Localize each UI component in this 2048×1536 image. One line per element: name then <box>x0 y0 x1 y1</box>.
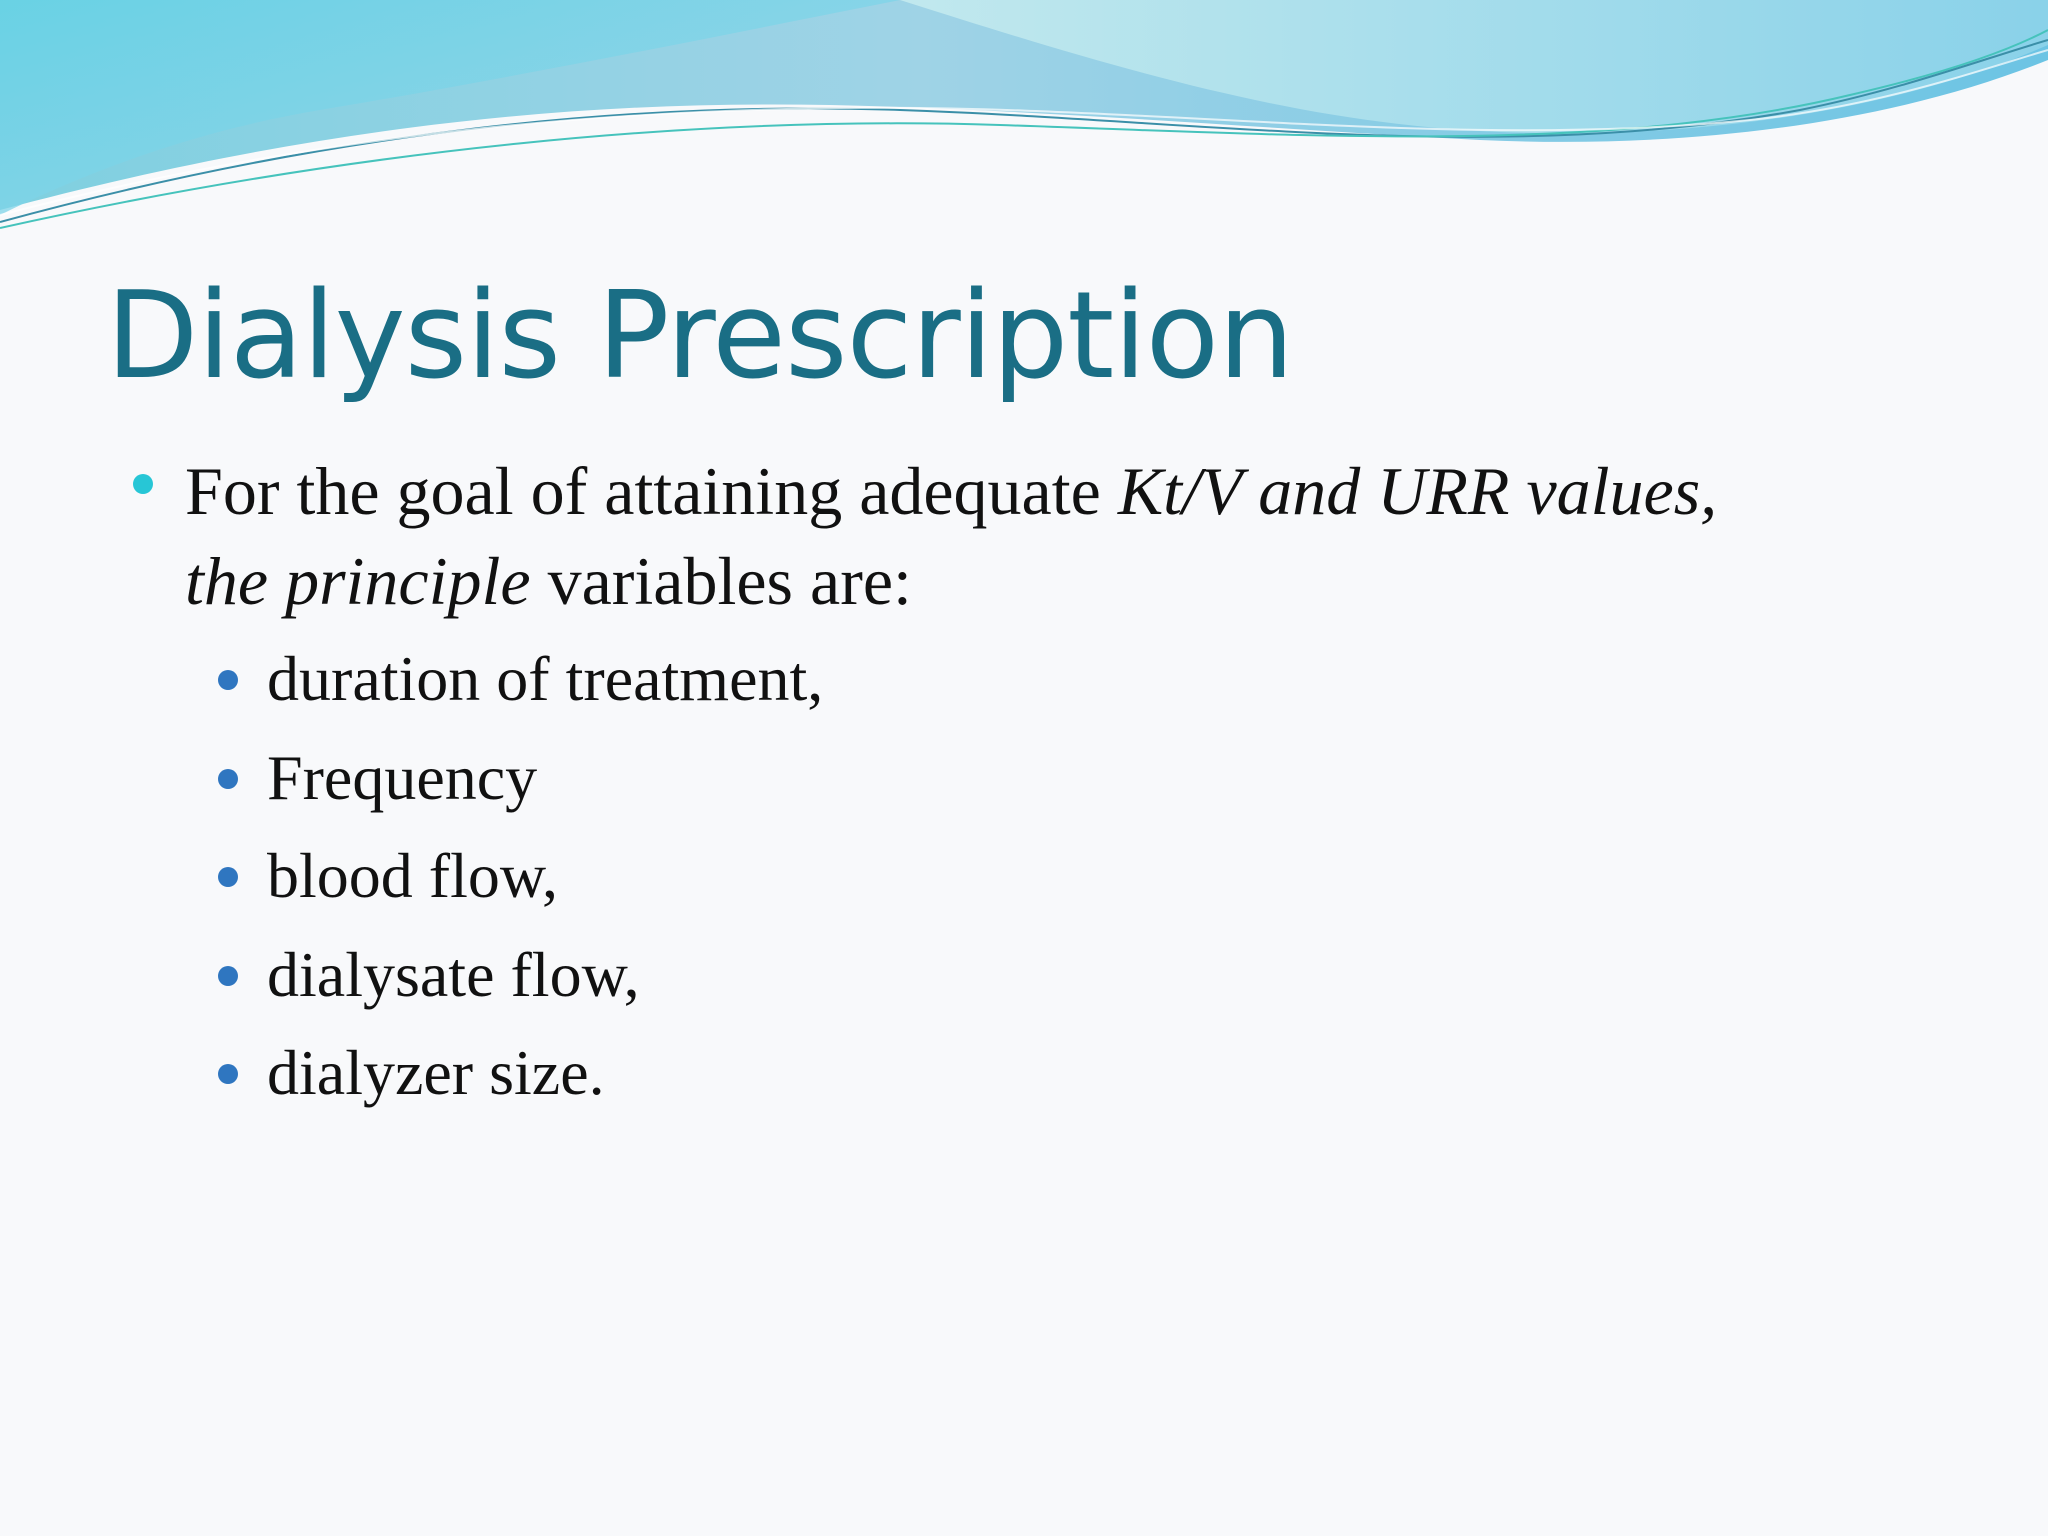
bullet-dot-icon <box>218 1064 238 1084</box>
bullet-dot-icon <box>218 670 238 690</box>
sub-bullet-item <box>0 733 1200 823</box>
decorative-wave-banner <box>0 0 2048 240</box>
sub-bullet-text: dialyzer size. <box>267 1037 605 1108</box>
sub-bullet-item <box>0 1028 1200 1118</box>
slide-title: Dialysis Prescription <box>106 267 1294 406</box>
sub-bullet-text: dialysate flow, <box>267 939 640 1010</box>
bullet-dot-icon <box>218 966 238 986</box>
sub-bullet-text: duration of treatment, <box>267 643 824 714</box>
sub-bullet-item <box>0 634 1200 724</box>
bullet-dot-icon <box>218 867 238 887</box>
bullet-dot-icon <box>218 769 238 789</box>
main-bullet-text-part: For the goal of attaining adequate <box>185 453 1118 529</box>
sub-bullet-text: Frequency <box>267 742 538 813</box>
sub-bullet-item <box>0 831 1200 921</box>
main-bullet-italic-part: Kt/V and URR values, the principle <box>185 453 1718 619</box>
bullet-dot-icon <box>133 474 153 494</box>
main-bullet-text-part: variables are: <box>530 543 912 619</box>
main-bullet-text <box>185 446 1745 626</box>
sub-bullet-text: blood flow, <box>267 840 558 911</box>
sub-bullet-item <box>0 930 1200 1020</box>
